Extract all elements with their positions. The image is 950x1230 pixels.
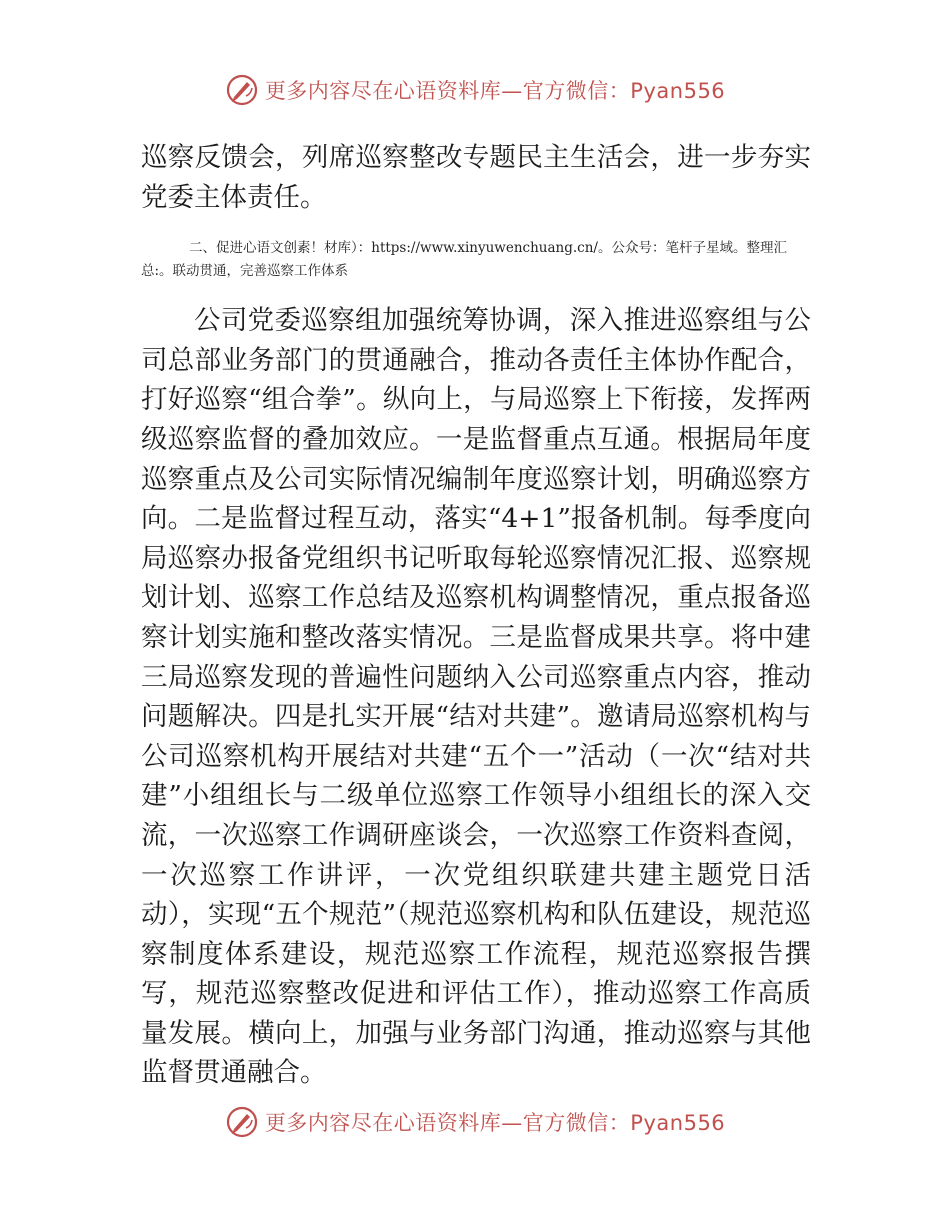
footer-banner-text: 更多内容尽在心语资料库—官方微信：Pyan556 xyxy=(264,1111,726,1135)
header-banner xyxy=(0,70,950,110)
footer-banner xyxy=(0,1102,950,1142)
brush-logo-icon xyxy=(225,1105,259,1139)
section-heading: 二、促进心语文创素！材库）：https://www.xinyuwenchuang.cn/。公众号：笔杆子星域。整理汇总:。联动贯通，完善巡察工作体系 xyxy=(141,240,787,280)
brush-logo-icon xyxy=(225,73,259,107)
document-body xyxy=(141,138,811,1093)
paragraph-1: 巡察反馈会，列席巡察整改专题民主生活会，进一步夯实党委主体责任。 xyxy=(141,142,811,213)
header-banner-text: 更多内容尽在心语资料库—官方微信：Pyan556 xyxy=(264,79,726,103)
paragraph-2: 公司党委巡察组加强统筹协调，深入推进巡察组与公司总部业务部门的贯通融合，推动各责任主体协作配合，打好巡察“组合拳”。纵向上，与局巡察上下衔接，发挥两级巡察监督的叠加效应。一是监督重点互通。根据局年度巡察重点及公司实际情况编制年度巡察计划，明确巡察方向。二是监督过程互动，落实“4+1”报备机制。每季度向局巡察办报备党组织书记听取每轮巡察情况汇报、巡察规划计划、巡察工作总结及巡察机构调整情况，重点报备巡察计划实施和整改落实情况。三是监督成果共享。将中建三局巡察发现的普遍性问题纳入公司巡察重点内容，推动问题解决。四是扎实开展“结对共建”。邀请局巡察机构与公司巡察机构开展结对共建“五个一”活动（一次“结对共建”小组组长与二级单位巡察工作领导小组组长的深入交流，一次巡察工作调研座谈会，一次巡察工作资料查阅，一次巡察工作讲评，一次党组织联建共建主题党日活动），实现“五个规范”（规范巡察机构和队伍建设，规范巡察制度体系建设，规范巡察工作流程，规范巡察报告撰写，规范巡察整改促进和评估工作），推动巡察工作高质量发展。横向上，加强与业务部门沟通，推动巡察与其他监督贯通融合。 xyxy=(141,305,811,1089)
